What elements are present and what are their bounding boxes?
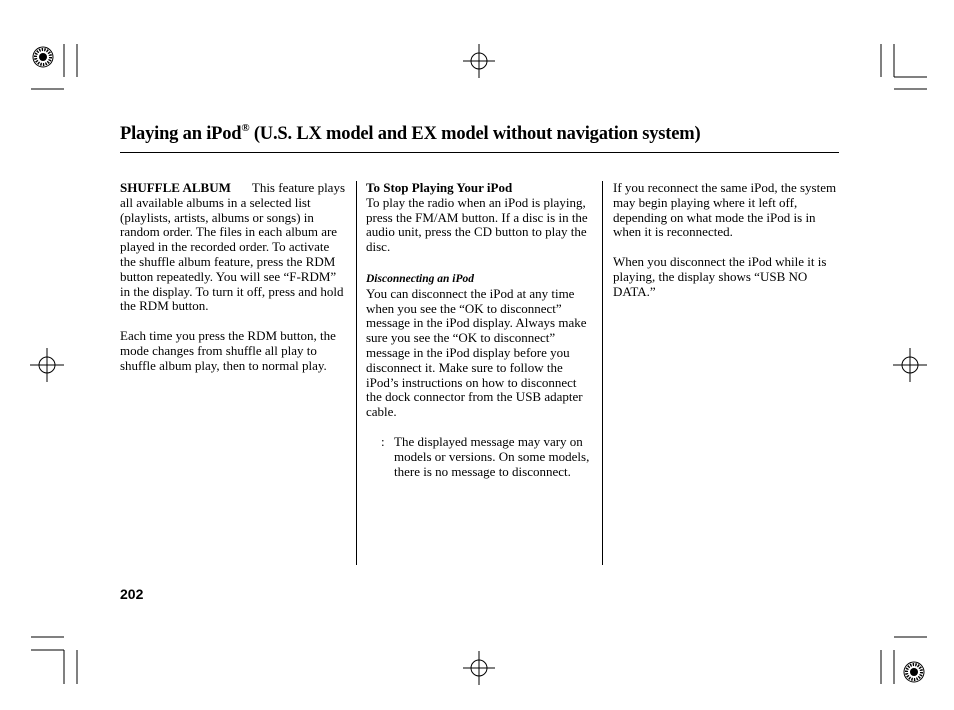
column-middle bbox=[366, 181, 594, 479]
column-divider-1 bbox=[356, 181, 357, 565]
column-right bbox=[613, 181, 839, 300]
stop-playing-text: To play the radio when an iPod is playing, press the FM/AM button. If a disc is in the audio unit, press the CD button to play the disc. bbox=[366, 194, 588, 255]
note-marker: : bbox=[381, 433, 385, 449]
usb-no-data-paragraph: When you disconnect the iPod while it is playing, the display shows “USB NO DATA.” bbox=[613, 254, 827, 299]
shuffle-album-text: This feature plays all available albums in a selected list (playlists, artists, albums or songs) in random order. The files in each album are played in the recorded order. To activate the shuffle album feature, press the RDM button repeatedly. You will see “F-RDM” in the display. To turn it off, press and hold the RDM button. bbox=[120, 180, 346, 314]
page-number: 202 bbox=[120, 586, 144, 602]
title-rule bbox=[120, 152, 839, 153]
registration-target-bottom-right bbox=[904, 662, 924, 682]
disconnect-note bbox=[381, 435, 594, 479]
column-divider-2 bbox=[602, 181, 603, 565]
stop-playing-heading: To Stop Playing Your iPod bbox=[366, 180, 513, 195]
note-text: The displayed message may vary on models or versions. On some models, there is no message to disconnect. bbox=[394, 433, 590, 479]
mode-change-paragraph: Each time you press the RDM button, the mode changes from shuffle all play to shuffle album play, then to normal play. bbox=[120, 328, 336, 373]
shuffle-album-paragraph bbox=[120, 181, 348, 314]
reconnect-paragraph: If you reconnect the same iPod, the system may begin playing where it left off, depending on what mode the iPod is in when it is reconnected. bbox=[613, 180, 837, 240]
disconnecting-heading: Disconnecting an iPod bbox=[366, 272, 474, 285]
disconnecting-text: You can disconnect the iPod at any time when you see the “OK to disconnect” message in the iPod display. Always make sure you see the “OK to disconnect” message in the iPod display before you disconnect it. Make sure to follow the iPod’s instructions on how to disconnect the dock connector from the USB adapter cable. bbox=[366, 285, 587, 420]
column-left bbox=[120, 181, 348, 374]
page-title: Playing an iPod® (U.S. LX model and EX model without navigation system) bbox=[120, 122, 701, 144]
shuffle-album-label: SHUFFLE ALBUM bbox=[120, 180, 231, 195]
registered-mark: ® bbox=[241, 122, 250, 134]
registration-target-top-left bbox=[33, 47, 53, 67]
